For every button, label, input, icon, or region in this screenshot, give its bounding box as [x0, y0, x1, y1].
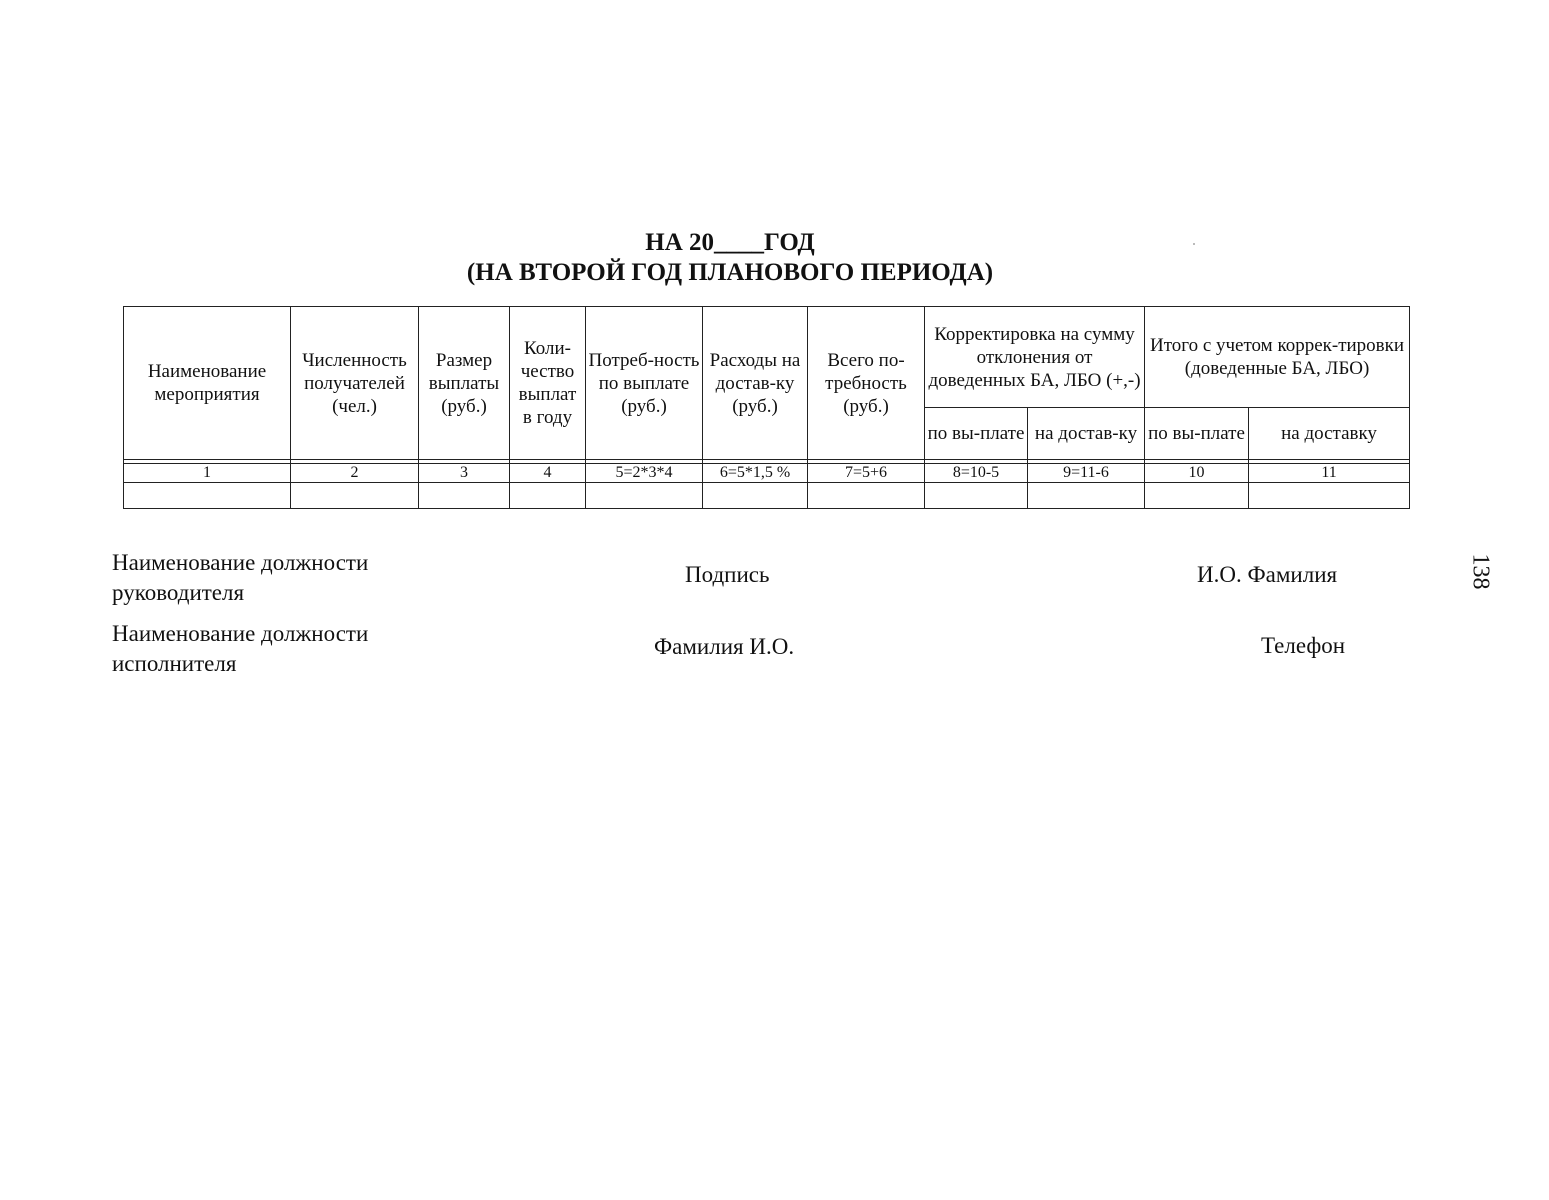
data-cell[interactable]: [925, 483, 1028, 509]
header-subcell: на доставку: [1249, 408, 1410, 460]
data-row: [124, 483, 1410, 509]
number-cell: 5=2*3*4: [586, 464, 703, 483]
header-cell: Численность получателей (чел.): [291, 307, 419, 460]
number-cell: 6=5*1,5 %: [703, 464, 808, 483]
header-subcell: на достав-ку: [1028, 408, 1145, 460]
header-subcell: по вы-плате: [1145, 408, 1249, 460]
executor-phone-label: Телефон: [1261, 633, 1346, 658]
budget-table: [123, 306, 1410, 509]
header-cell: Всего по-требность (руб.): [808, 307, 925, 460]
data-cell[interactable]: [419, 483, 510, 509]
header-cell: Размер выплаты (руб.): [419, 307, 510, 460]
number-cell: 9=11-6: [1028, 464, 1145, 483]
executor-name-label: Фамилия И.О.: [654, 634, 795, 659]
header-cell: Наименование мероприятия: [124, 307, 291, 460]
data-cell[interactable]: [1028, 483, 1145, 509]
header-group-cell: Итого с учетом коррек-тировки (доведенные БА, ЛБО): [1145, 307, 1410, 408]
header-cell: Расходы на достав-ку (руб.): [703, 307, 808, 460]
data-cell[interactable]: [808, 483, 925, 509]
number-cell: 1: [124, 464, 291, 483]
head-signature-label: Подпись: [685, 562, 770, 587]
number-cell: 10: [1145, 464, 1249, 483]
header-cell: Потреб-ность по выплате (руб.): [586, 307, 703, 460]
header-subcell: по вы-плате: [925, 408, 1028, 460]
data-cell[interactable]: [1249, 483, 1410, 509]
data-cell[interactable]: [510, 483, 586, 509]
number-cell: 2: [291, 464, 419, 483]
data-cell[interactable]: [703, 483, 808, 509]
form-title: НА 20____ГОД: [645, 229, 815, 256]
head-name-label: И.О. Фамилия: [1197, 562, 1338, 587]
scan-speck: [1193, 243, 1195, 245]
form-subtitle: (НА ВТОРОЙ ГОД ПЛАНОВОГО ПЕРИОДА): [466, 259, 994, 286]
number-cell: 8=10-5: [925, 464, 1028, 483]
page-number: 138: [1467, 553, 1494, 590]
numbering-row: [124, 464, 1410, 483]
number-cell: 11: [1249, 464, 1410, 483]
data-cell[interactable]: [124, 483, 291, 509]
number-cell: 4: [510, 464, 586, 483]
header-group-cell: Корректировка на сумму отклонения от доведенных БА, ЛБО (+,-): [925, 307, 1145, 408]
header-row-1: [124, 307, 1410, 408]
data-cell[interactable]: [1145, 483, 1249, 509]
data-cell[interactable]: [291, 483, 419, 509]
head-position-label: Наименование должности руководителя: [112, 550, 369, 605]
number-cell: 7=5+6: [808, 464, 925, 483]
number-cell: 3: [419, 464, 510, 483]
data-cell[interactable]: [586, 483, 703, 509]
executor-position-label: Наименование должности исполнителя: [112, 621, 369, 676]
header-cell: Коли-чество выплат в году: [510, 307, 586, 460]
